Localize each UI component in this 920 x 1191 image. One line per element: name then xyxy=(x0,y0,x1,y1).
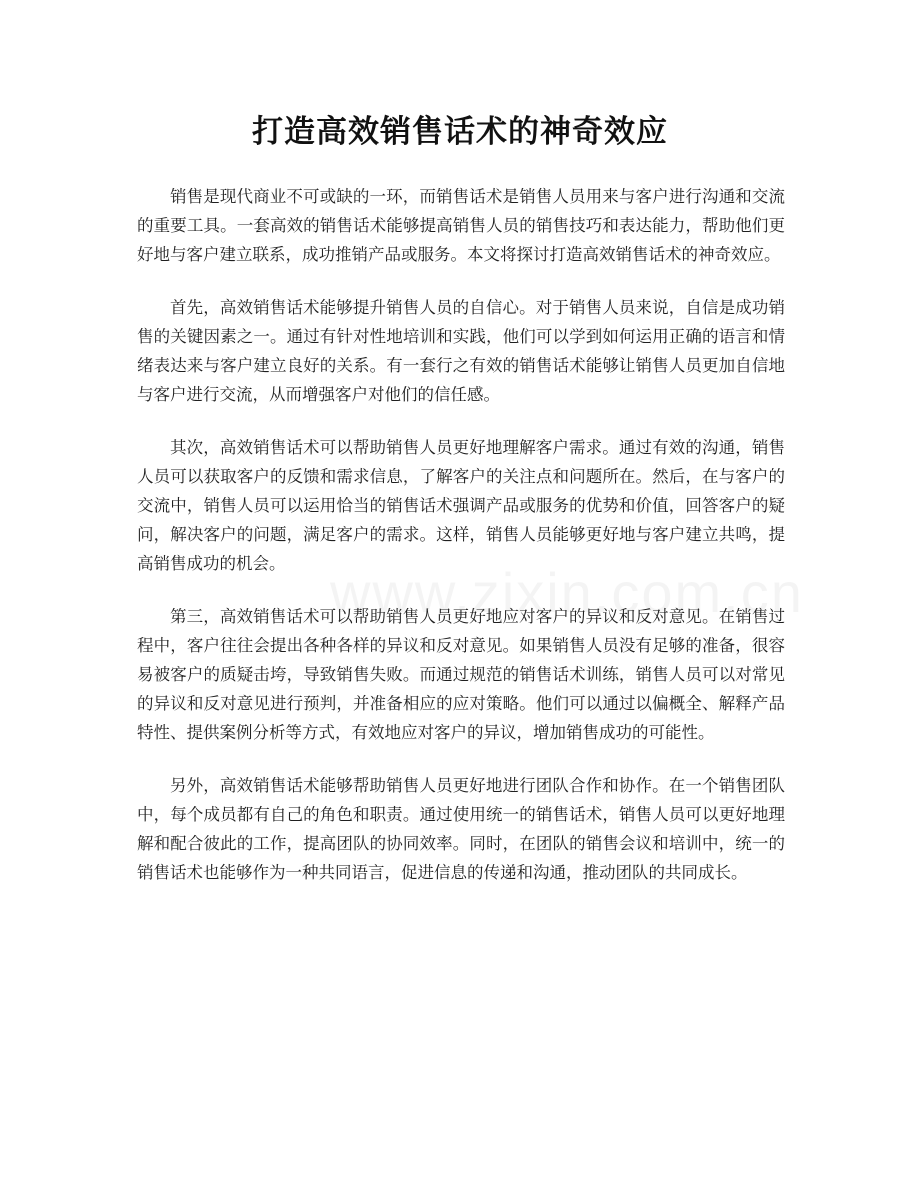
document-title: 打造高效销售话术的神奇效应 xyxy=(252,114,668,150)
paragraph-second: 其次，高效销售话术可以帮助销售人员更好地理解客户需求。通过有效的沟通，销售人员可以获取客户的反馈和需求信息，了解客户的关注点和问题所在。然后，在与客户的交流中，销售人员可以运用恰当的销售话术强调产品或服务的优势和价值，回答客户的疑问，解决客户的问题，满足客户的需求。这样，销售人员能够更好地与客户建立共鸣，提高销售成功的机会。 xyxy=(137,438,785,573)
document-body xyxy=(137,182,785,911)
paragraph-third: 第三，高效销售话术可以帮助销售人员更好地应对客户的异议和反对意见。在销售过程中，客户往往会提出各种各样的异议和反对意见。如果销售人员没有足够的准备，很容易被客户的质疑击垮，导致销售失败。而通过规范的销售话术训练，销售人员可以对常见的异议和反对意见进行预判，并准备相应的应对策略。他们可以通过以偏概全、解释产品特性、提供案例分析等方式，有效地应对客户的异议，增加销售成功的可能性。 xyxy=(137,607,785,742)
paragraph-fourth: 另外，高效销售话术能够帮助销售人员更好地进行团队合作和协作。在一个销售团队中，每个成员都有自己的角色和职责。通过使用统一的销售话术，销售人员可以更好地理解和配合彼此的工作，提高团队的协同效率。同时，在团队的销售会议和培训中，统一的销售话术也能够作为一种共同语言，促进信息的传递和沟通，推动团队的共同成长。 xyxy=(137,776,785,882)
paragraph-first: 首先，高效销售话术能够提升销售人员的自信心。对于销售人员来说，自信是成功销售的关键因素之一。通过有针对性地培训和实践，他们可以学到如何运用正确的语言和情绪表达来与客户建立良好的关系。有一套行之有效的销售话术能够让销售人员更加自信地与客户进行交流，从而增强客户对他们的信任感。 xyxy=(137,298,785,404)
paragraph-intro: 销售是现代商业不可或缺的一环，而销售话术是销售人员用来与客户进行沟通和交流的重要工具。一套高效的销售话术能够提高销售人员的销售技巧和表达能力，帮助他们更好地与客户建立联系，成功推销产品或服务。本文将探讨打造高效销售话术的神奇效应。 xyxy=(137,187,785,264)
